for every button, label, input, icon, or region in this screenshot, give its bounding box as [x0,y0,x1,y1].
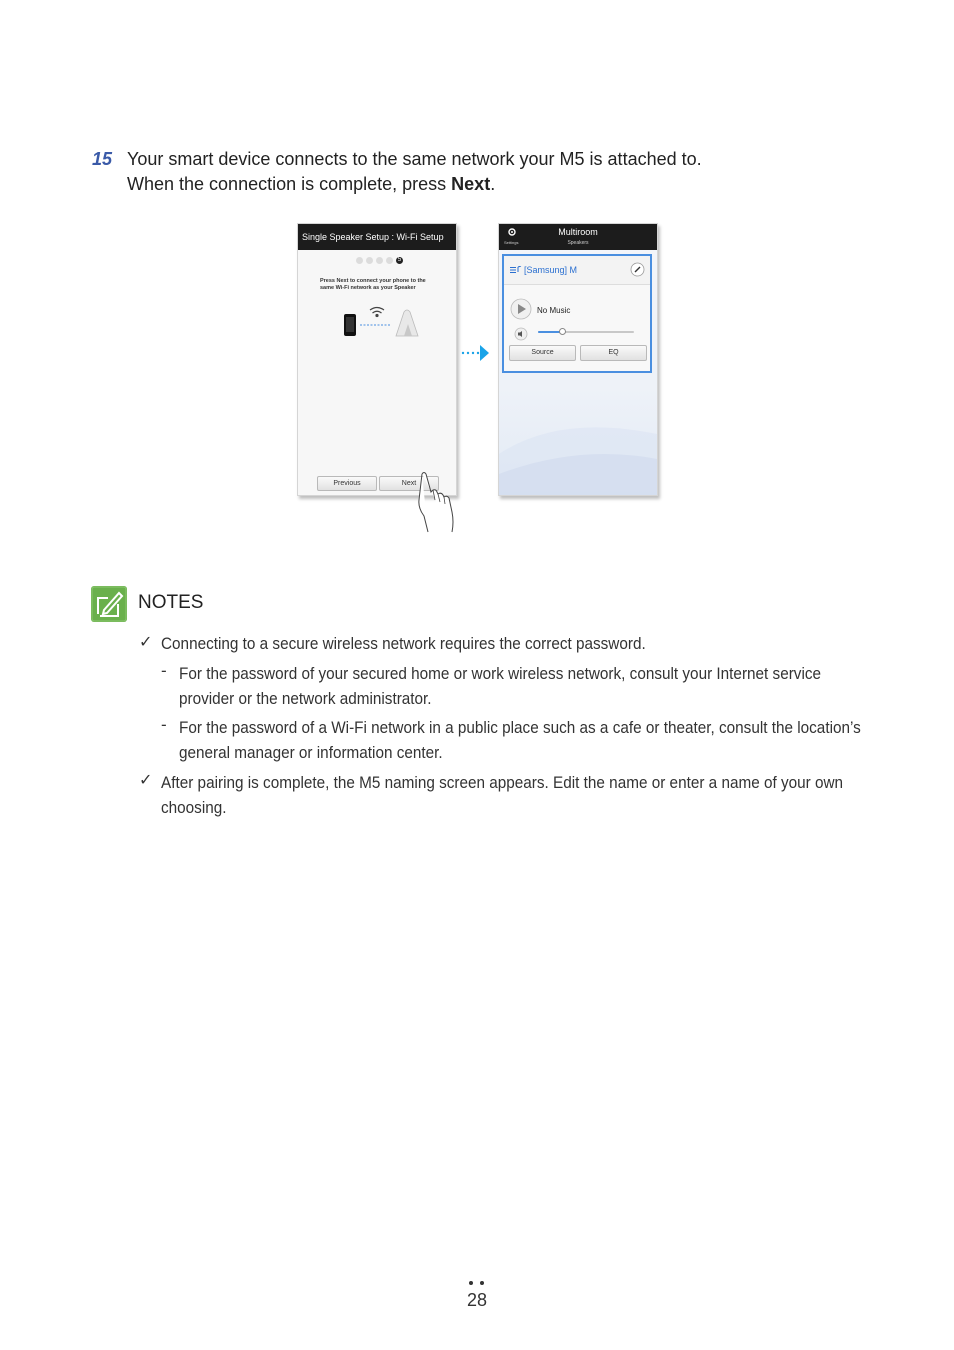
volume-knob[interactable] [559,328,566,335]
step-dot-active: 5 [397,257,402,263]
dash-bullet: - [161,661,167,680]
page-dots-decoration [467,1280,487,1286]
playback-status: No Music [537,306,571,315]
next-keyword: Next [451,174,491,194]
step-text-line2 [127,174,495,195]
speaker-card-header [504,256,650,285]
note-item-1: Connecting to a secure wireless network requires the correct password. [161,634,646,653]
step-dot [356,257,363,264]
multiroom-screen [498,223,658,496]
note-sub-1-line2: provider or the network administrator. [179,689,432,708]
speaker-list-icon [510,266,522,274]
step-text-suffix: . [490,174,496,194]
step-dot [386,257,393,264]
check-icon: ✓ [139,772,153,789]
check-icon: ✓ [139,634,153,651]
wifi-setup-title: Single Speaker Setup : Wi-Fi Setup [298,224,456,250]
step-number: 15 [92,149,113,169]
notes-icon [91,586,127,622]
next-button[interactable]: Next [379,476,439,491]
multiroom-header [499,224,657,250]
wifi-instruction-line1: Press Next to connect your phone to the [320,278,426,284]
background-wave [499,374,657,495]
speaker-name: [Samsung] M [524,265,578,275]
note-sub-2-line2: general manager or information center. [179,743,443,762]
note-sub-2-line1: For the password of a Wi-Fi network in a public place such as a cafe or theater, consult the location’s [179,718,861,737]
step-indicator [356,257,403,264]
notes-title: NOTES [138,592,204,613]
page-number: 28 [466,1290,488,1310]
step-dot [376,257,383,264]
volume-slider[interactable] [538,331,634,333]
settings-label[interactable]: Settings [504,240,519,245]
step-dot [366,257,373,264]
phone-speaker-illustration [338,302,428,342]
volume-icon[interactable] [514,327,528,341]
play-icon[interactable] [510,298,532,320]
arrow-right-icon [460,343,490,363]
hand-pointer-icon [416,470,460,534]
dash-bullet: - [161,715,167,734]
note-item-2-line1: After pairing is complete, the M5 naming screen appears. Edit the name or enter a name of your own [161,773,844,792]
speaker-card[interactable] [502,254,652,373]
wifi-setup-screen [297,223,457,496]
wifi-icon [370,308,384,317]
source-button[interactable]: Source [509,345,576,361]
wifi-instruction [320,278,440,292]
step-text-line1: Your smart device connects to the same network your M5 is attached to. [127,149,702,169]
note-item-2-line2: choosing. [161,798,227,817]
multiroom-title: Multiroom [558,227,598,237]
eq-button[interactable]: EQ [580,345,647,361]
wifi-instruction-line2: same Wi-Fi network as your Speaker [320,285,416,291]
note-sub-1-line1: For the password of your secured home or work wireless network, consult your Internet service [179,664,822,683]
edit-icon[interactable] [630,262,645,277]
step-text-prefix: When the connection is complete, press [127,174,452,194]
previous-button[interactable]: Previous [317,476,377,491]
speakers-subtitle: Speakers [567,240,589,246]
